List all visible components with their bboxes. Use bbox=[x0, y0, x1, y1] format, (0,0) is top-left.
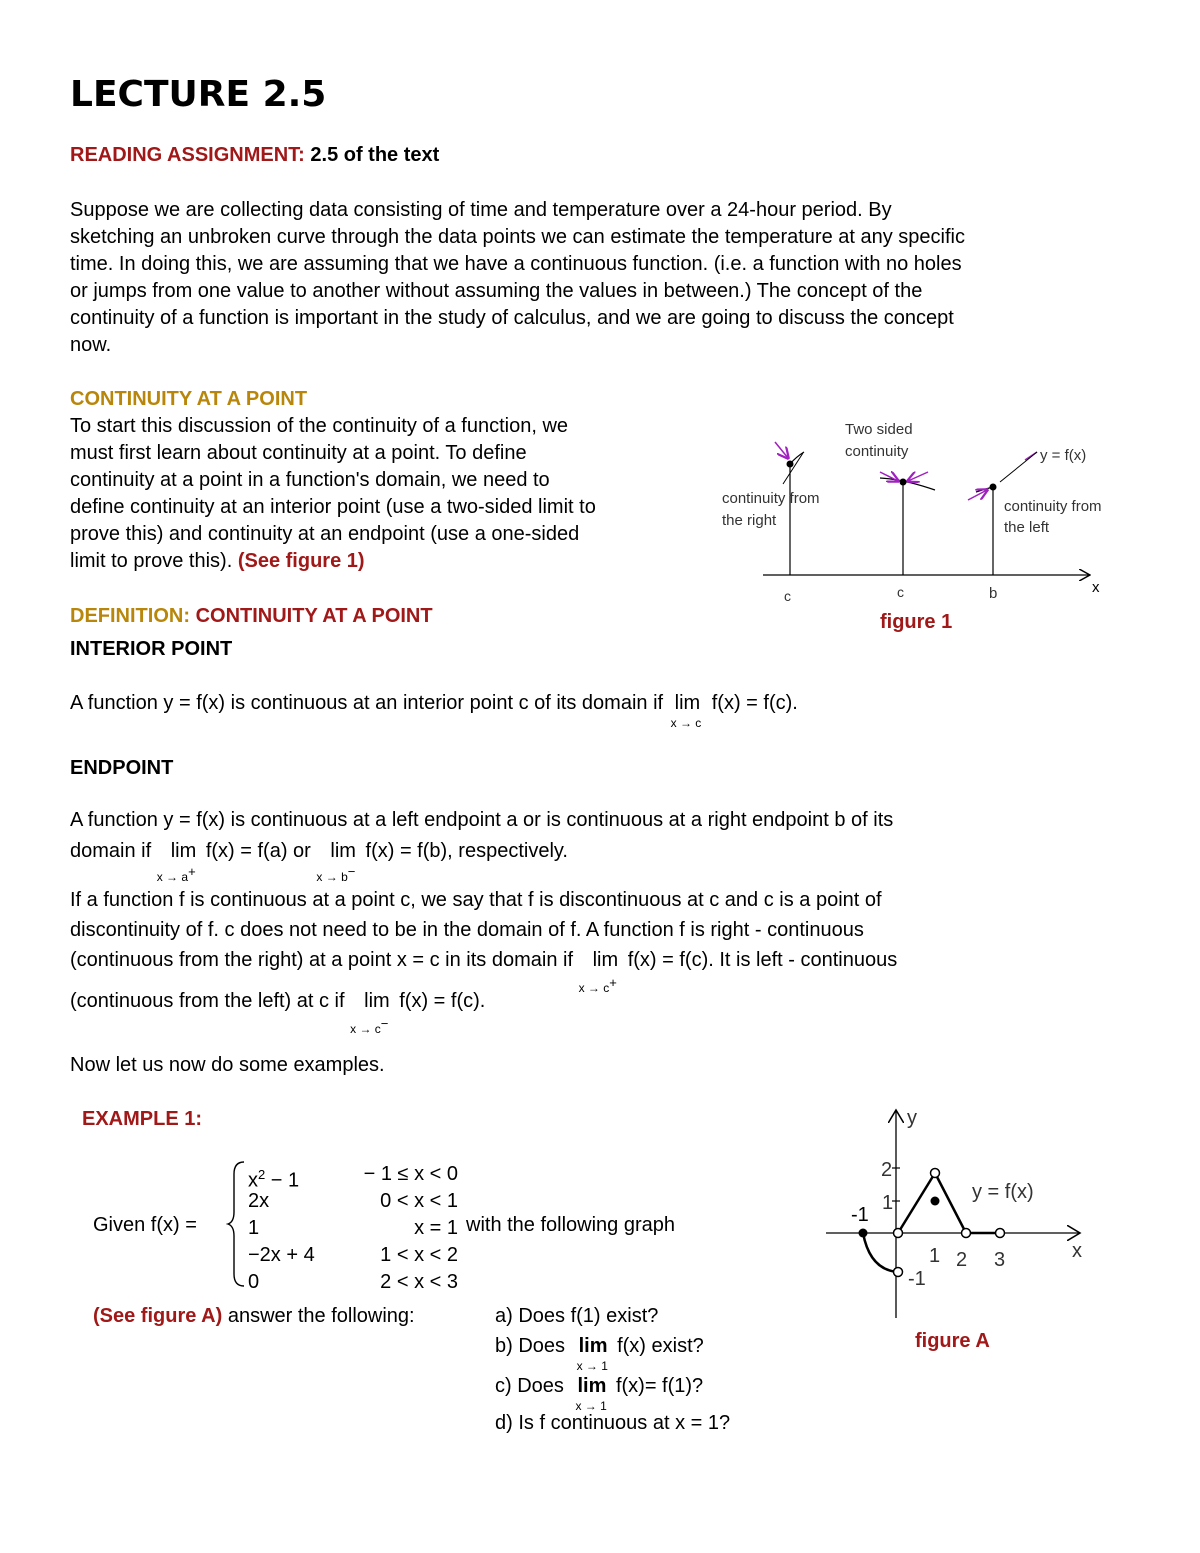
question-b bbox=[495, 1333, 704, 1373]
case-cond: x = 1 bbox=[414, 1217, 458, 1239]
left-cont-lim: lim bbox=[364, 990, 390, 1012]
case-row bbox=[248, 1188, 458, 1215]
sub-c-text: x → c bbox=[578, 981, 610, 995]
disc-line3 bbox=[70, 947, 898, 995]
see-figA-link: (See figure A) bbox=[93, 1305, 223, 1327]
intro-line: sketching an unbroken curve through the data points we can estimate the temperature at any specific bbox=[70, 226, 965, 248]
case-row bbox=[248, 1215, 458, 1242]
figure1-from-right-1: continuity from bbox=[722, 490, 820, 507]
figure1-point-c2 bbox=[900, 479, 907, 486]
figureA-caption: figure A bbox=[915, 1330, 990, 1352]
sub-a-text: x → a bbox=[156, 870, 189, 884]
interior-end: f(x) = f(c). bbox=[711, 692, 798, 714]
continuity-line: limit to prove this). bbox=[70, 550, 238, 572]
answer-text: answer the following: bbox=[222, 1305, 415, 1327]
figure1-from-left-1: continuity from bbox=[1004, 498, 1102, 515]
disc-line4 bbox=[70, 988, 486, 1036]
figure1-tick-b: b bbox=[989, 585, 998, 602]
reading-text: 2.5 of the text bbox=[310, 144, 440, 166]
continuity-line: must first learn about continuity at a point. To define bbox=[70, 442, 527, 464]
figureA-tick-ym1: -1 bbox=[908, 1268, 926, 1290]
case-row bbox=[248, 1242, 458, 1269]
figureA-tick-y1: 1 bbox=[882, 1192, 894, 1214]
figureA-parabola bbox=[863, 1233, 898, 1272]
case-expr: 2x bbox=[248, 1190, 270, 1212]
case-cond: 0 < x < 1 bbox=[380, 1190, 458, 1212]
page-title: LECTURE 2.5 bbox=[70, 74, 327, 115]
figureA-segment-2x bbox=[898, 1173, 935, 1233]
figureA-point-open-20 bbox=[962, 1229, 971, 1238]
figureA-x-label: x bbox=[1072, 1240, 1082, 1262]
endpoint-lim-a: lim bbox=[170, 840, 197, 862]
disc-line1: If a function f is continuous at a point c, we say that f is discontinuous at c and c is a point of bbox=[70, 889, 882, 911]
definition-heading bbox=[70, 603, 433, 630]
endpoint-fb: f(x) = f(b), respectively. bbox=[365, 840, 568, 862]
case-expr2: − 1 bbox=[265, 1169, 300, 1192]
question-c bbox=[495, 1373, 704, 1413]
endpoint-line1: A function y = f(x) is continuous at a left endpoint a or is continuous at a right endpoint b of its bbox=[70, 809, 894, 831]
figure1-caption: figure 1 bbox=[880, 611, 953, 633]
case-expr: x bbox=[248, 1169, 258, 1192]
interior-heading: INTERIOR POINT bbox=[70, 638, 233, 660]
definition-text: CONTINUITY AT A POINT bbox=[195, 605, 433, 627]
intro-line: Suppose we are collecting data consisting of time and temperature over a 24-hour period. By bbox=[70, 199, 892, 221]
interior-lim: lim bbox=[674, 692, 701, 714]
continuity-line: continuity at a point in a function's domain, we need to bbox=[70, 469, 550, 491]
case-row bbox=[248, 1269, 458, 1296]
figure1-arrow-right bbox=[775, 442, 788, 458]
figure1-point-c1 bbox=[787, 461, 794, 468]
figure1-leader-yfx bbox=[1000, 452, 1037, 482]
case-cond: − 1 ≤ x < 0 bbox=[363, 1163, 458, 1185]
intro-paragraph bbox=[70, 197, 1130, 359]
intro-line: continuity of a function is important in the study of calculus, and we are going to discuss the concept bbox=[70, 307, 954, 329]
intro-line: time. In doing this, we are assuming that we have a continuous function. (i.e. a function with no holes bbox=[70, 253, 962, 275]
qc-lim-sub: x → 1 bbox=[575, 1399, 607, 1413]
case-expr: −2x + 4 bbox=[248, 1244, 315, 1266]
sub-b-minus: − bbox=[347, 864, 356, 879]
qb-lim: lim bbox=[578, 1335, 608, 1357]
figureA-graph bbox=[818, 1100, 1098, 1360]
case-expr: 0 bbox=[248, 1271, 260, 1293]
case-exp: 2 bbox=[258, 1167, 266, 1182]
continuity-line: prove this) and continuity at an endpoint (use a one-sided bbox=[70, 523, 580, 545]
qb-end: f(x) exist? bbox=[617, 1335, 704, 1357]
figureA-point-open-12 bbox=[931, 1169, 940, 1178]
figure1-x-label: x bbox=[1092, 579, 1100, 596]
sub-c-text2: x → c bbox=[350, 1022, 381, 1036]
question-a: a) Does f(1) exist? bbox=[495, 1305, 659, 1327]
qc-lim: lim bbox=[577, 1375, 607, 1397]
figure1-yfx-label: y = f(x) bbox=[1040, 447, 1087, 464]
figure1-from-left-2: the left bbox=[1004, 519, 1050, 536]
interior-definition bbox=[70, 690, 798, 730]
sub-a-plus: + bbox=[188, 864, 196, 879]
endpoint-heading: ENDPOINT bbox=[70, 757, 174, 779]
disc-line2: discontinuity of f. c does not need to be in the domain of f. A function f is right - continuous bbox=[70, 919, 864, 941]
figureA-point-open-0m1 bbox=[894, 1268, 903, 1277]
qb-start: b) Does bbox=[495, 1335, 566, 1357]
piecewise-cases bbox=[248, 1161, 458, 1296]
qc-end: f(x)= f(1)? bbox=[615, 1375, 704, 1397]
figure1-two-sided-continuity: continuity bbox=[845, 443, 909, 460]
figure1-leader-right bbox=[783, 453, 803, 484]
qc-start: c) Does bbox=[495, 1375, 564, 1397]
endpoint-line2 bbox=[70, 838, 568, 884]
figureA-tick-x2: 2 bbox=[956, 1249, 968, 1271]
figureA-point-open-30 bbox=[996, 1229, 1005, 1238]
disc-line3b: f(x) = f(c). It is left - continuous bbox=[627, 949, 898, 971]
continuity-line: define continuity at an interior point (use a two-sided limit to bbox=[70, 496, 596, 518]
example1-label: EXAMPLE 1: bbox=[82, 1108, 203, 1130]
endpoint-fa: f(x) = f(a) or bbox=[205, 840, 311, 862]
endpoint-domain-if: domain if bbox=[70, 840, 152, 862]
see-figA-line bbox=[93, 1303, 415, 1330]
interior-text: A function y = f(x) is continuous at an interior point c of its domain if bbox=[70, 692, 664, 714]
sub-c-minus: − bbox=[380, 1016, 389, 1031]
question-d: d) Is f continuous at x = 1? bbox=[495, 1412, 731, 1434]
figure1-point-b bbox=[990, 484, 997, 491]
figure1-arrow-two-right bbox=[908, 472, 928, 481]
intro-line: or jumps from one value to another without assuming the values in between.) The concept of the bbox=[70, 280, 923, 302]
figureA-segment-neg2x bbox=[935, 1173, 966, 1233]
examples-intro: Now let us now do some examples. bbox=[70, 1054, 385, 1076]
intro-line: now. bbox=[70, 334, 112, 356]
figure1-arrow-two-left bbox=[880, 472, 898, 481]
figure1-two-sided: Two sided bbox=[845, 421, 913, 438]
given-label: Given f(x) = bbox=[93, 1214, 197, 1236]
endpoint-lim-b: lim bbox=[330, 840, 356, 862]
right-cont-lim: lim bbox=[592, 949, 619, 971]
right-cont-sub bbox=[579, 969, 617, 1002]
figure1-diagram bbox=[700, 412, 1140, 642]
case-row bbox=[248, 1161, 458, 1192]
figureA-point-open-00 bbox=[894, 1229, 903, 1238]
qb-lim-sub: x → 1 bbox=[576, 1359, 608, 1373]
continuity-line: To start this discussion of the continuity of a function, we bbox=[70, 415, 569, 437]
figureA-tick-y2: 2 bbox=[881, 1159, 893, 1181]
figure1-from-right-2: the right bbox=[722, 512, 777, 529]
figure1-tick-c2: c bbox=[897, 584, 904, 600]
left-cont-sub bbox=[350, 1010, 388, 1043]
case-cond: 1 < x < 2 bbox=[380, 1244, 458, 1266]
reading-label: READING ASSIGNMENT: bbox=[70, 144, 305, 166]
reading-assignment bbox=[70, 142, 439, 169]
figureA-yfx: y = f(x) bbox=[972, 1181, 1034, 1203]
figureA-tick-x1: 1 bbox=[929, 1245, 941, 1267]
sub-c-plus: + bbox=[609, 975, 617, 990]
piecewise-brace bbox=[226, 1158, 248, 1290]
disc-line4a: (continuous from the left) at c if bbox=[70, 990, 345, 1012]
with-graph-text: with the following graph bbox=[466, 1214, 676, 1236]
figureA-tick-x3: 3 bbox=[994, 1249, 1006, 1271]
definition-label: DEFINITION: bbox=[70, 605, 190, 627]
interior-lim-subscript: x → c bbox=[670, 716, 702, 730]
sub-b-text: x → b bbox=[316, 870, 348, 884]
case-cond: 2 < x < 3 bbox=[380, 1271, 458, 1293]
figureA-point-closed-11 bbox=[931, 1197, 940, 1206]
case-expr: 1 bbox=[248, 1217, 260, 1239]
figure1-curve-two-sided bbox=[880, 478, 935, 490]
see-figure1-link: (See figure 1) bbox=[237, 550, 365, 572]
figureA-y-label: y bbox=[907, 1107, 917, 1129]
figureA-point-closed-m1 bbox=[859, 1229, 868, 1238]
disc-line4b: f(x) = f(c). bbox=[399, 990, 486, 1012]
figure1-tick-c1: c bbox=[784, 588, 791, 604]
figureA-tick-xm1: -1 bbox=[851, 1204, 869, 1226]
continuity-paragraph bbox=[70, 413, 710, 575]
continuity-heading: CONTINUITY AT A POINT bbox=[70, 388, 308, 410]
disc-line3a: (continuous from the right) at a point x = c in its domain if bbox=[70, 949, 574, 971]
